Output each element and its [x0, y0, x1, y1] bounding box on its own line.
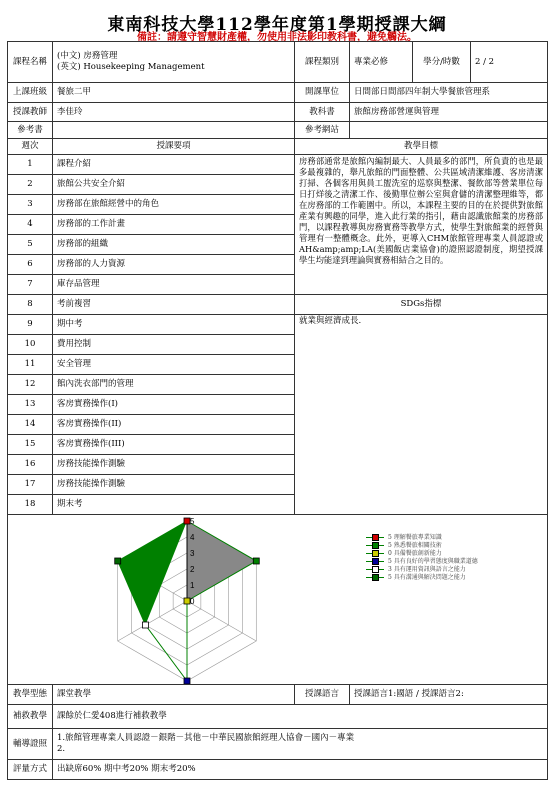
week-topic: 期末考 [53, 495, 295, 515]
week-number: 15 [8, 435, 53, 455]
week-number: 5 [8, 235, 53, 255]
remedial-label: 補救教學 [8, 705, 53, 729]
week-topic: 房務部的人力資源 [53, 255, 295, 275]
week-number: 6 [8, 255, 53, 275]
radar-point [142, 622, 148, 628]
unit-label: 開課單位 [295, 83, 350, 103]
week-topic: 房務技能操作測驗 [53, 475, 295, 495]
radar-point [115, 558, 121, 564]
week-topic: 客房實務操作(III) [53, 435, 295, 455]
legend-swatch [366, 569, 384, 570]
radar-area-segment [187, 521, 256, 601]
reference-value [53, 122, 295, 139]
week-number: 12 [8, 375, 53, 395]
week-topic: 課程介紹 [53, 155, 295, 175]
radar-spoke [187, 601, 256, 641]
radar-tick-label: 4 [190, 532, 195, 542]
textbook-value: 旅館房務部營運與管理 [350, 103, 548, 122]
teaching-type-value: 課堂教學 [53, 685, 295, 705]
class-label: 上課班級 [8, 83, 53, 103]
category-value: 專業必修 [350, 42, 413, 83]
week-topic: 客房實務操作(I) [53, 395, 295, 415]
week-topic: 旅館公共安全介紹 [53, 175, 295, 195]
topic-header: 授課要項 [53, 139, 295, 155]
evaluation-value: 出缺席60% 期中考20% 期末考20% [53, 760, 548, 780]
certificate-label: 輔導證照 [8, 729, 53, 760]
legend-item [366, 573, 478, 581]
radar-tick-label: 1 [190, 580, 195, 590]
legend-label: 0 具備餐旅創新能力 [388, 549, 442, 557]
radar-point [184, 678, 190, 684]
credits-label: 學分/時數 [413, 42, 471, 83]
radar-point [184, 518, 190, 524]
sdg-text: 就業與經濟成長. [295, 315, 548, 515]
reference-label: 參考書 [8, 122, 53, 139]
week-topic: 房務部在旅館經營中的角色 [53, 195, 295, 215]
course-name-zh: (中文) 房務管理 [57, 51, 118, 61]
language-value: 授課語言1:國語 / 授課語言2: [350, 685, 548, 705]
sdg-header: SDGs指標 [295, 295, 548, 315]
website-value [350, 122, 548, 139]
week-topic: 安全管理 [53, 355, 295, 375]
week-topic: 費用控制 [53, 335, 295, 355]
legend-label: 5 理解餐旅專業知識 [388, 533, 442, 541]
copyright-notice: 備註：請遵守智慧財產權，勿使用非法影印教科書，避免觸法。 [137, 32, 417, 43]
objective-text: 房務部通常是旅館內編制最大、人員最多的部門，所負責的也是最多最複雜的，舉凡旅館的門面整體、公共區域清潔維護、客房清潔打掃、各個客用與員工盥洗室的巡察與整潔、餐飲部等營業單位每日打烊後之清潔工作、後勤單位辦公室與倉儲的清潔整理維等，都在房務部的工作範圍中。所以，本課程主要的目的在於提供對旅館產業有興趣的同學，進入此行業的指引，藉由認識旅館業的房務部門，以課程教導與房務實務等教學方式，使學生對旅館業的經營與管理有一整體概念。此外，更導入CHM旅館管理專業人員認證或AH&amp;amp;LA(美國飯店業協會)的證照認證制度，期望授課學生均能達到理論與實務相結合之目的。 [295, 155, 548, 295]
week-number: 8 [8, 295, 53, 315]
week-topic: 館內洗衣部門的管理 [53, 375, 295, 395]
radar-point [184, 598, 190, 604]
remedial-value: 課餘於仁愛408進行補救教學 [53, 705, 548, 729]
radar-tick-label: 3 [190, 548, 195, 558]
radar-legend [366, 533, 478, 581]
course-name-value [53, 42, 295, 83]
radar-tick-label: 0 [190, 596, 195, 606]
week-number: 9 [8, 315, 53, 335]
radar-chart-cell [8, 515, 548, 685]
week-number: 4 [8, 215, 53, 235]
certificate-line: 2. [57, 744, 66, 754]
syllabus-table [7, 41, 548, 780]
week-number: 16 [8, 455, 53, 475]
week-number: 7 [8, 275, 53, 295]
week-number: 13 [8, 395, 53, 415]
course-name-en: (英文) Housekeeping Management [57, 62, 205, 72]
week-topic: 房務技能操作測驗 [53, 455, 295, 475]
teacher-value: 李佳玲 [53, 103, 295, 122]
week-number: 17 [8, 475, 53, 495]
category-label: 課程類別 [295, 42, 350, 83]
week-header: 週次 [8, 139, 53, 155]
week-topic: 考前複習 [53, 295, 295, 315]
teaching-type-label: 教學型態 [8, 685, 53, 705]
week-topic: 房務部的組織 [53, 235, 295, 255]
week-number: 18 [8, 495, 53, 515]
class-value: 餐旅二甲 [53, 83, 295, 103]
credits-value: 2 / 2 [471, 42, 548, 83]
unit-value: 日間部日間部四年制大學餐旅管理系 [350, 83, 548, 103]
language-label: 授課語言 [295, 685, 350, 705]
legend-label: 3 具有運用資訊與語言之能力 [388, 565, 466, 573]
radar-tick-label: 2 [190, 564, 195, 574]
legend-swatch [366, 545, 384, 546]
legend-label: 5 熟悉餐旅相關技術 [388, 541, 442, 549]
website-label: 參考網站 [295, 122, 350, 139]
legend-swatch [366, 577, 384, 578]
week-number: 14 [8, 415, 53, 435]
week-number: 11 [8, 355, 53, 375]
objective-header: 教學目標 [295, 139, 548, 155]
week-topic: 房務部的工作計畫 [53, 215, 295, 235]
legend-label: 5 具有溝通與解決問題之能力 [388, 573, 466, 581]
radar-tick-label: 5 [190, 516, 195, 526]
week-number: 1 [8, 155, 53, 175]
week-number: 10 [8, 335, 53, 355]
legend-swatch [366, 537, 384, 538]
week-number: 2 [8, 175, 53, 195]
course-name-label: 課程名稱 [8, 42, 53, 83]
evaluation-label: 評量方式 [8, 760, 53, 780]
week-topic: 客房實務操作(II) [53, 415, 295, 435]
week-topic: 庫存品管理 [53, 275, 295, 295]
legend-swatch [366, 561, 384, 562]
syllabus-title: 東南科技大學112學年度第1學期授課大綱 [107, 15, 447, 35]
radar-area-segment [118, 521, 187, 625]
week-topic: 期中考 [53, 315, 295, 335]
textbook-label: 教科書 [295, 103, 350, 122]
teacher-label: 授課教師 [8, 103, 53, 122]
legend-swatch [366, 553, 384, 554]
week-number: 3 [8, 195, 53, 215]
legend-label: 5 具有良好的學習態度與職業道德 [388, 557, 478, 565]
radar-point [253, 558, 259, 564]
certificate-value [53, 729, 548, 760]
certificate-line: 1.旅館管理專業人員認證－銀階－其他－中華民國旅館經理人協會－國內－專業 [57, 733, 355, 743]
